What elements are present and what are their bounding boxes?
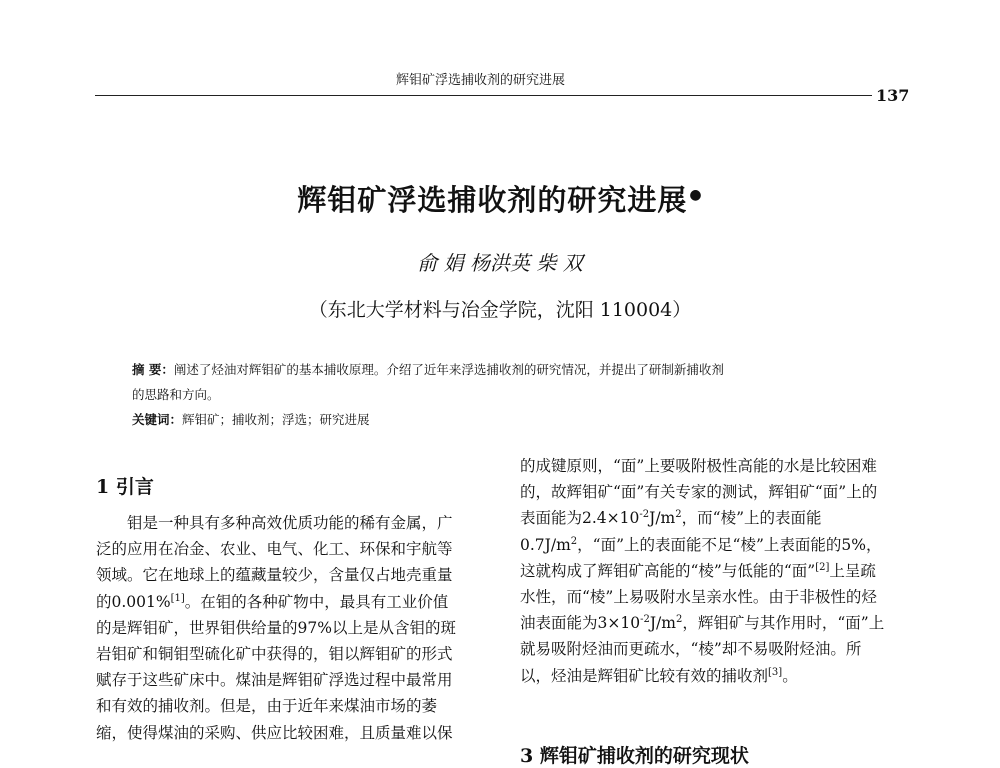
keywords-label: 关键词：: [132, 412, 183, 427]
abstract-text-2: 的思路和方向。: [132, 387, 220, 402]
right-paragraph: [520, 453, 885, 689]
exponent-1: -2: [639, 509, 650, 521]
authors: 俞 娟 杨洪英 柴 双: [417, 251, 583, 275]
exponent-2: 2: [675, 509, 682, 521]
right-text-2: J/m: [649, 509, 676, 528]
exponent-5: 2: [675, 614, 683, 626]
exponent-3: 2: [570, 535, 578, 547]
paper-title: [0, 178, 1000, 219]
intro-text-a: 钼是一种具有多种高效优质功能的稀有金属，广泛的应用在冶金、农业、电气、化工、环保和宇航等领域。它在地球上的蕴藏量较少，含量仅占地壳重量的0.001%: [96, 514, 453, 611]
exponent-4: -2: [640, 614, 650, 626]
keywords: [132, 410, 370, 428]
section-3-title: 3 辉钼矿捕收剂的研究现状: [520, 745, 749, 767]
section-1-title: 1 引言: [96, 476, 154, 498]
right-text-6: J/m: [649, 614, 676, 633]
running-header: 辉钼矿浮选捕收剂的研究进展: [396, 73, 566, 88]
affiliation: （东北大学材料与冶金学院，沈阳 110004）: [308, 299, 692, 321]
citation-3: [3]: [768, 666, 783, 678]
intro-paragraph: [96, 510, 461, 746]
right-text-4: ，“面”上的表面能不足“棱”上表面能的5%，这就构成了辉钼矿高能的“棱”与低能的“面”: [520, 535, 882, 580]
keywords-text: 辉钼矿；捕收剂；浮选；研究进展: [182, 412, 370, 427]
right-text-7: ，辉钼矿与其作用时，“面”上就易吸附烃油而更疏水，“棱”却不易吸附烃油。所以，烃油是辉钼矿比较有效的捕收剂: [520, 614, 885, 685]
abstract: [132, 360, 724, 378]
abstract-label: 摘 要：: [132, 362, 174, 377]
right-text-8: 。: [782, 666, 798, 685]
right-text-3: ，而“棱”上的表面能0.7J/m: [520, 509, 822, 554]
right-text-5: 上呈疏水性，而“棱”上易吸附水呈亲水性。由于非极性的烃油表面能为3×10: [520, 561, 877, 633]
right-text-1: 的成键原则，“面”上要吸附极性高能的水是比较困难的，故辉钼矿“面”有关专家的测试，辉钼矿“面”上的表面能为2.4×10: [520, 457, 878, 528]
footnote-mark: ●: [689, 187, 703, 204]
paper-title-text: 辉钼矿浮选捕收剂的研究进展: [297, 183, 688, 217]
citation-2: [2]: [815, 561, 830, 573]
page-number: 137: [876, 86, 910, 105]
intro-text-b: 。在钼的各种矿物中，最具有工业价值的是辉钼矿，世界钼供给量的97%以上是从含钼的斑岩钼矿和铜钼型硫化矿中获得的，钼以辉钼矿的形式赋存于这些矿床中。煤油是辉钼矿浮选过程中最常用和有效的捕收剂。但是，由于近年来煤油市场的萎缩，使得煤油的采购、供应比较困难，且质量难以保: [96, 592, 456, 742]
header-rule: [95, 95, 872, 96]
right-column: [520, 453, 885, 689]
left-column: [96, 510, 461, 746]
citation-1: [1]: [170, 592, 185, 604]
abstract-text-1: 阐述了烃油对辉钼矿的基本捕收原理。介绍了近年来浮选捕收剂的研究情况，并提出了研制新捕收剂: [173, 362, 724, 377]
